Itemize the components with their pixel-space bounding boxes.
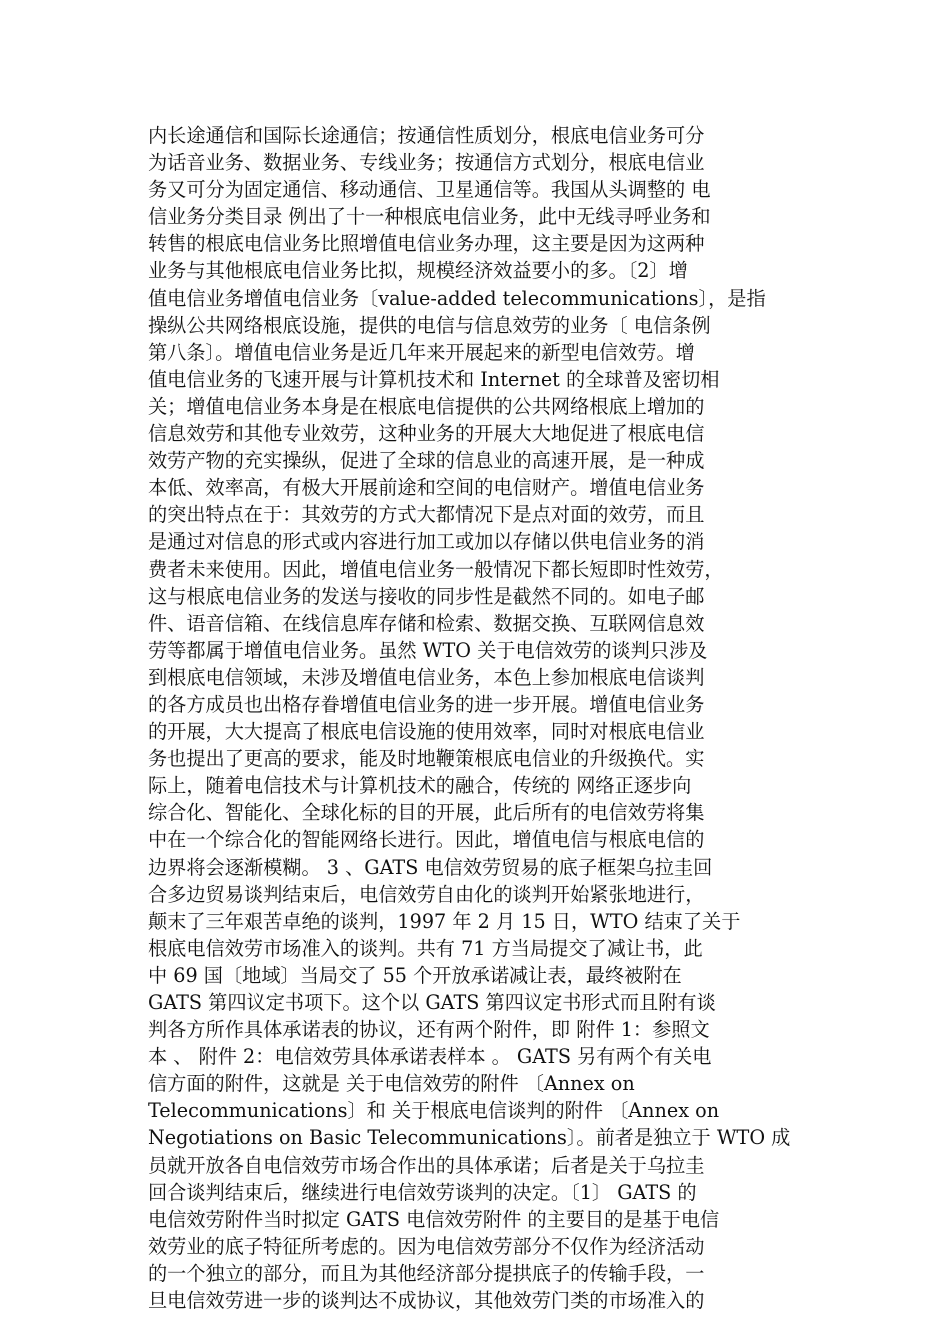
- text-line: 效劳产物的充实操纵，促进了全球的信息业的高速开展，是一种成: [148, 449, 705, 473]
- text-line: 判各方所作具体承诺表的协议，还有两个附件，即 附件 1：参照文: [148, 1018, 710, 1042]
- text-line: 本低、效率高，有极大开展前途和空间的电信财产。增值电信业务: [148, 476, 705, 500]
- text-line: 转售的根底电信业务比照增值电信业务办理，这主要是因为这两种: [148, 232, 705, 256]
- text-line: 值电信业务增值电信业务〔value-added telecommunications〕，是指: [148, 286, 766, 310]
- text-line: GATS 第四议定书项下。这个以 GATS 第四议定书形式而且附有谈: [148, 991, 716, 1014]
- text-line: 值电信业务的飞速开展与计算机技术和 Internet 的全球普及密切相: [148, 367, 720, 391]
- text-line: 合多边贸易谈判结束后，电信效劳自由化的谈判开始紧张地进行，: [148, 882, 705, 906]
- body-text: [148, 122, 808, 1314]
- text-line: 本 、 附件 2：电信效劳具体承诺表样本 。 GATS 另有两个有关电: [148, 1045, 712, 1069]
- text-line: 是通过对信息的形式或内容进行加工或加以存储以供电信业务的消: [148, 530, 705, 554]
- text-line: 根底电信效劳市场准入的谈判。共有 71 方当局提交了减让书，此: [148, 936, 703, 960]
- text-line: 信方面的附件，这就是 关于电信效劳的附件 〔Annex on: [148, 1072, 635, 1096]
- text-line: 劳等都属于增值电信业务。虽然 WTO 关于电信效劳的谈判只涉及: [148, 638, 708, 662]
- text-line: Telecommunications〕和 关于根底电信谈判的附件 〔Annex on: [148, 1099, 720, 1123]
- text-line: 这与根底电信业务的发送与接收的同步性是截然不同的。如电子邮: [148, 584, 705, 608]
- text-line: 效劳业的底子特征所考虑的。因为电信效劳部分不仅作为经济活动: [148, 1234, 705, 1258]
- text-line: 操纵公共网络根底设施，提供的电信与信息效劳的业务〔 电信条例: [148, 313, 711, 337]
- text-line: 电信效劳附件当时拟定 GATS 电信效劳附件 的主要目的是基于电信: [148, 1207, 720, 1231]
- text-line: 内长途通信和国际长途通信；按通信性质划分，根底电信业务可分: [148, 124, 705, 147]
- text-line: 件、语音信箱、在线信息库存储和检索、数据交换、互联网信息效: [148, 611, 705, 635]
- text-line: 的一个独立的部分，而且为其他经济部分提拱底子的传输手段，一: [148, 1261, 705, 1285]
- text-line: 的各方成员也出格存眷增值电信业务的进一步开展。增值电信业务: [148, 692, 705, 716]
- text-line: 颠末了三年艰苦卓绝的谈判，1997 年 2 月 15 日，WTO 结束了关于: [148, 909, 741, 933]
- text-line: Negotiations on Basic Telecommunications〕。前者是独立于 WTO 成: [148, 1126, 791, 1150]
- text-line: 的开展，大大提高了根底电信设施的使用效率，同时对根底电信业: [148, 720, 705, 744]
- text-line: 信业务分类目录 例出了十一种根底电信业务，此中无线寻呼业务和: [148, 205, 711, 229]
- text-line: 关；增值电信业务本身是在根底电信提供的公共网络根底上增加的: [148, 394, 705, 418]
- text-line: 边界将会逐渐模糊。 3 、GATS 电信效劳贸易的底子框架乌拉圭回: [148, 855, 713, 879]
- text-line: 员就开放各自电信效劳市场合作出的具体承诺；后者是关于乌拉圭: [148, 1153, 705, 1177]
- text-line: 业务与其他根底电信业务比拟，规模经济效益要小的多。〔2〕增: [148, 259, 688, 283]
- text-line: 综合化、智能化、全球化标的目的开展，此后所有的电信效劳将集: [148, 801, 705, 825]
- text-line: 中 69 国〔地域〕当局交了 55 个开放承诺减让表，最终被附在: [148, 963, 682, 987]
- text-line: 信息效劳和其他专业效劳，这种业务的开展大大地促进了根底电信: [148, 422, 705, 446]
- text-line: 务又可分为固定通信、移动通信、卫星通信等。我国从头调整的 电: [148, 178, 711, 202]
- text-line: 第八条〕。增值电信业务是近几年来开展起来的新型电信效劳。增: [148, 340, 695, 364]
- text-line: 际上，随着电信技术与计算机技术的融合，传统的 网络正逐步向: [148, 774, 692, 798]
- text-line: 到根底电信领域，未涉及增值电信业务，本色上参加根底电信谈判: [148, 665, 705, 689]
- text-line: 回合谈判结束后，继续进行电信效劳谈判的决定。〔1〕 GATS 的: [148, 1180, 697, 1204]
- text-line: 中在一个综合化的智能网络长进行。因此，增值电信与根底电信的: [148, 828, 705, 852]
- text-line: 的突出特点在于：其效劳的方式大都情况下是点对面的效劳，而且: [148, 503, 705, 527]
- text-line: 费者未来使用。因此，增值电信业务一般情况下都长短即时性效劳，: [148, 557, 724, 581]
- text-line: 旦电信效劳进一步的谈判达不成协议，其他效劳门类的市场准入的: [148, 1289, 705, 1313]
- text-line: 务也提出了更高的要求，能及时地鞭策根底电信业的升级换代。实: [148, 747, 705, 771]
- text-line: 为话音业务、数据业务、专线业务；按通信方式划分，根底电信业: [148, 151, 705, 175]
